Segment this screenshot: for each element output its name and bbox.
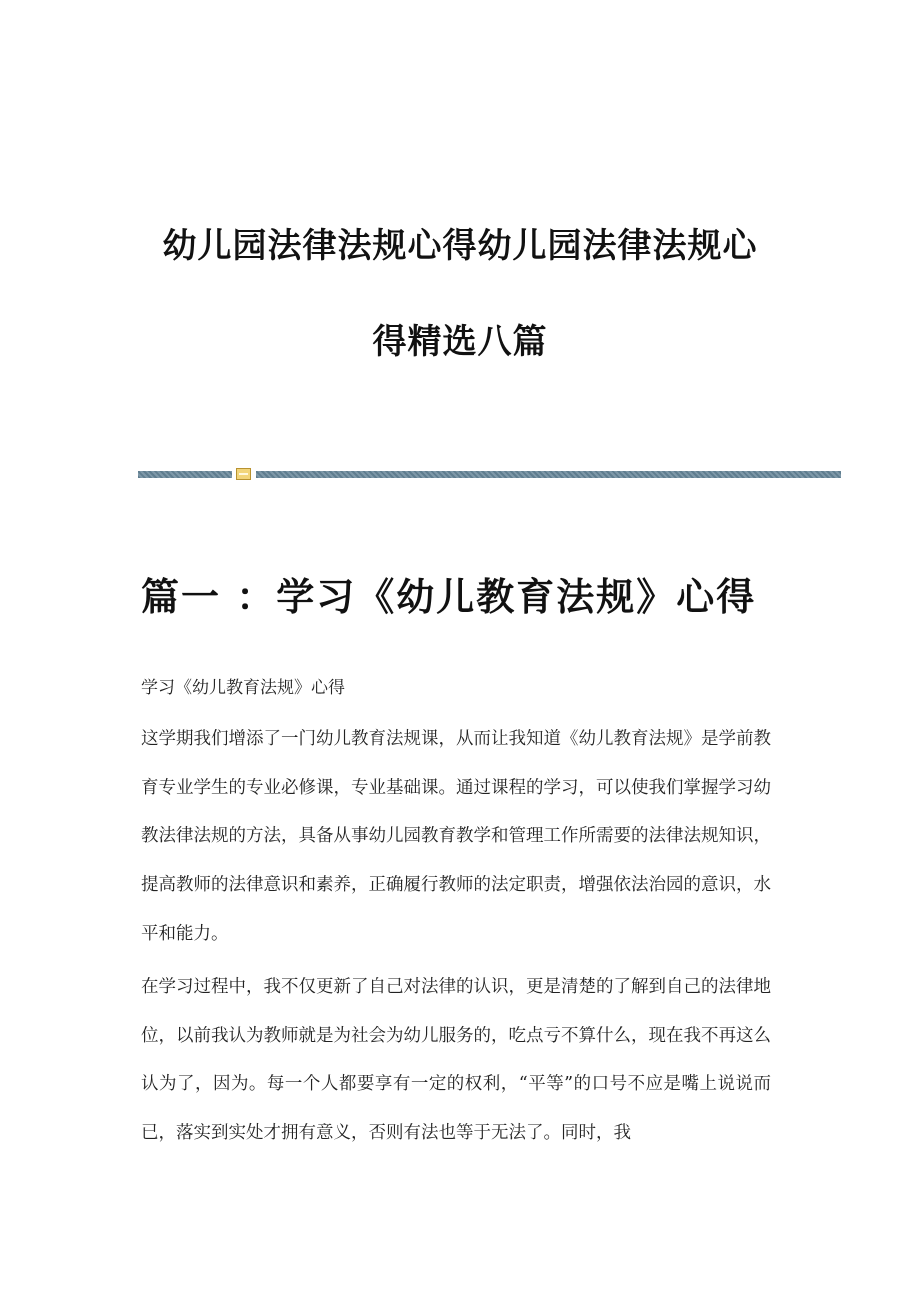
sub-heading: 学习《幼儿教育法规》心得 (141, 678, 345, 698)
paragraph-2: 在学习过程中，我不仅更新了自己对法律的认识，更是清楚的了解到自己的法律地位，以前我认为教师就是为社会为幼儿服务的，吃点亏不算什么，现在我不再这么认为了，因为。每一个人都要享有一定的权利，“平等”的口号不应是嘴上说说而已，落实到实处才拥有意义，否则有法也等于无法了。同时，我 (141, 977, 771, 1144)
paragraph-1: 这学期我们增添了一门幼儿教育法规课，从而让我知道《幼儿教育法规》是学前教育专业学生的专业必修课，专业基础课。通过课程的学习，可以使我们掌握学习幼教法律法规的方法，具备从事幼儿园教育教学和管理工作所需要的法律法规知识，提高教师的法律意识和素养，正确履行教师的法定职责，增强依法治园的意识，水平和能力。 (141, 729, 771, 944)
section-heading: 篇一 ：学习《幼儿教育法规》心得 (141, 575, 757, 619)
divider-bar-left (138, 471, 232, 478)
decorative-divider (138, 468, 841, 480)
divider-bar-right (256, 471, 841, 478)
divider-ornament-icon (236, 468, 251, 480)
title-line-1: 幼儿园法律法规心得幼儿园法律法规心 (162, 226, 758, 266)
title-line-2: 得精选八篇 (372, 322, 548, 362)
